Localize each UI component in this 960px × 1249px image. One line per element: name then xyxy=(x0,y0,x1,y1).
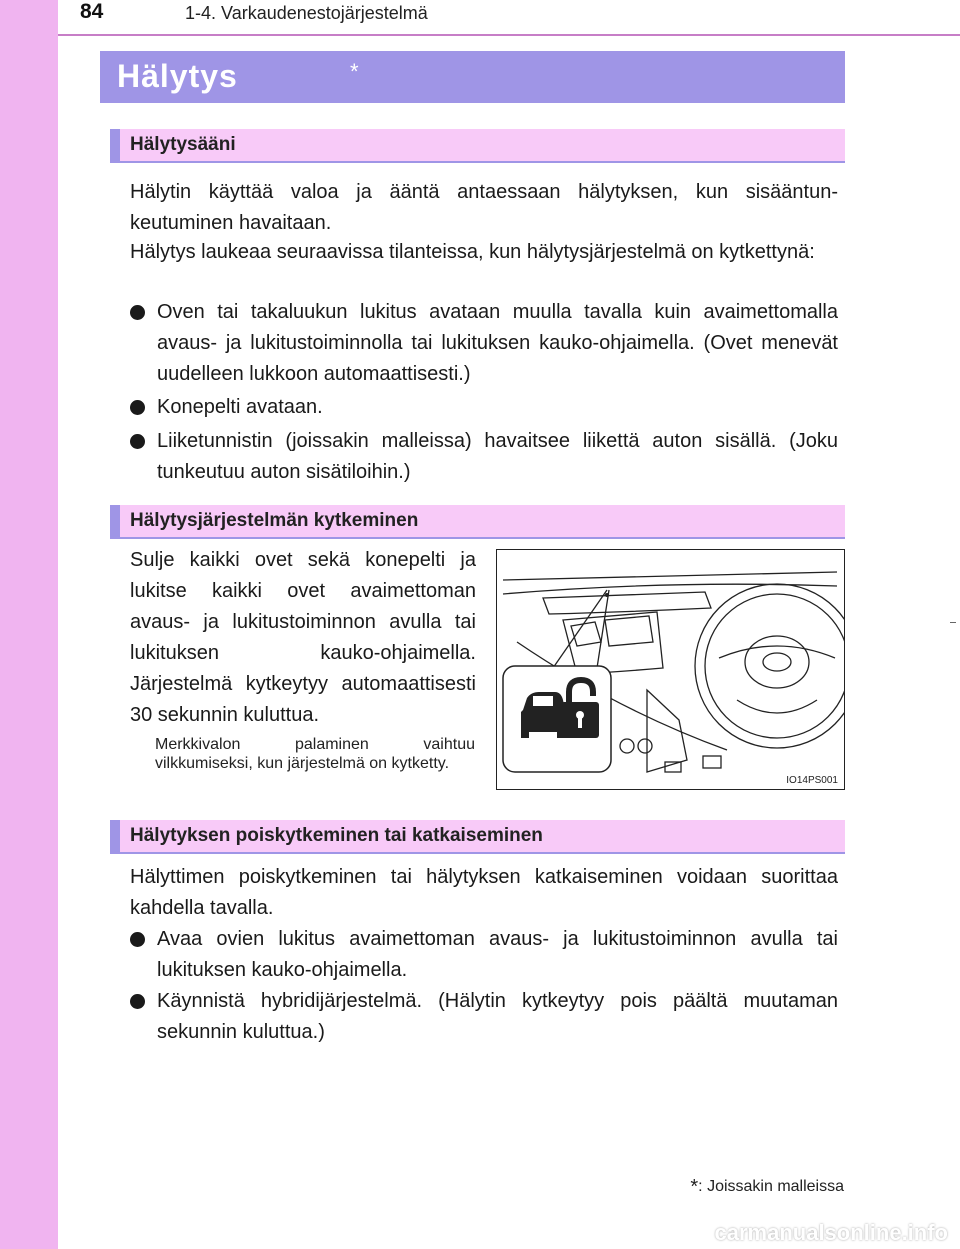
section-heading-setting-system xyxy=(110,505,845,539)
chapter-title: 1-4. Varkaudenestojärjestelmä xyxy=(185,3,428,23)
paragraph: Sulje kaikki ovet sekä konepelti ja lukitse kaikki ovet avaimettoman avaus- ja lukitustoiminnon avulla tai lukituksen kauko-ohjaimella. Järjestelmä kytkeytyy automaattisesti 30 sekunnin kuluttua. xyxy=(130,549,476,726)
main-title-banner xyxy=(100,51,845,103)
model-marker: * xyxy=(350,59,359,84)
note-text: Merkkivalon palaminen vaihtuu vilkkumiseksi, kun järjestelmä on kytketty. xyxy=(155,736,475,772)
section-heading-label: Hälytysääni xyxy=(130,134,236,155)
list-item xyxy=(130,297,838,390)
header-rule xyxy=(58,34,960,36)
list-item xyxy=(130,924,838,986)
bullet-icon xyxy=(130,305,145,320)
list-item-text: Oven tai takaluukun lukitus avataan muulla tavalla kuin avaimettomalla avaus- ja lukitustoiminnolla tai lukituksen kauko-ohjaimella. (Ovet menevät uudelleen lukkoon automaattisesti.) xyxy=(157,301,838,385)
section-heading-label: Hälytysjärjestelmän kytkeminen xyxy=(130,510,419,531)
section-heading-alarm-sound xyxy=(110,129,845,163)
list-item xyxy=(130,392,838,423)
figure-code: IO14PS001 xyxy=(786,775,838,786)
page-side-bar xyxy=(0,0,58,1249)
list-item-text: Konepelti avataan. xyxy=(157,396,323,418)
footnote xyxy=(690,1176,844,1199)
section-heading-deactivate xyxy=(110,820,845,854)
list-item-text: Liiketunnistin (joissakin malleissa) havaitsee liikettä auton sisällä. (Joku tunkeutuu auton sisätiloihin.) xyxy=(157,430,838,483)
edge-mark xyxy=(950,622,956,623)
paragraph: Hälytin käyttää valoa ja ääntä antaessaan hälytyksen, kun sisääntunkeutuminen havaitaan. xyxy=(130,181,838,234)
bullet-icon xyxy=(130,400,145,415)
watermark: carmanualsonline.info xyxy=(714,1220,948,1245)
page-title: Hälytys xyxy=(117,58,238,94)
list-item-text: Käynnistä hybridijärjestelmä. (Hälytin kytkeytyy pois päältä muutaman sekunnin kuluttua.) xyxy=(157,990,838,1043)
list-item-text: Avaa ovien lukitus avaimettoman avaus- ja lukitustoiminnon avulla tai lukituksen kauko-ohjaimella. xyxy=(157,928,838,981)
bullet-icon xyxy=(130,932,145,947)
footnote-text: : Joissakin malleissa xyxy=(698,1178,844,1195)
bullet-icon xyxy=(130,434,145,449)
page-number: 84 xyxy=(80,0,104,23)
list-item xyxy=(130,426,838,488)
paragraph: Hälyttimen poiskytkeminen tai hälytyksen katkaiseminen voidaan suorittaa kahdella tavalla. xyxy=(130,866,838,919)
bullet-icon xyxy=(130,994,145,1009)
section-heading-label: Hälytyksen poiskytkeminen tai katkaiseminen xyxy=(130,825,543,846)
dashboard-drawing xyxy=(497,550,845,790)
footnote-marker: * xyxy=(690,1176,699,1198)
dashboard-illustration xyxy=(496,549,845,790)
paragraph: Hälytys laukeaa seuraavissa tilanteissa, kun hälytysjärjestelmä on kytkettynä: xyxy=(130,241,815,263)
list-item xyxy=(130,986,838,1048)
